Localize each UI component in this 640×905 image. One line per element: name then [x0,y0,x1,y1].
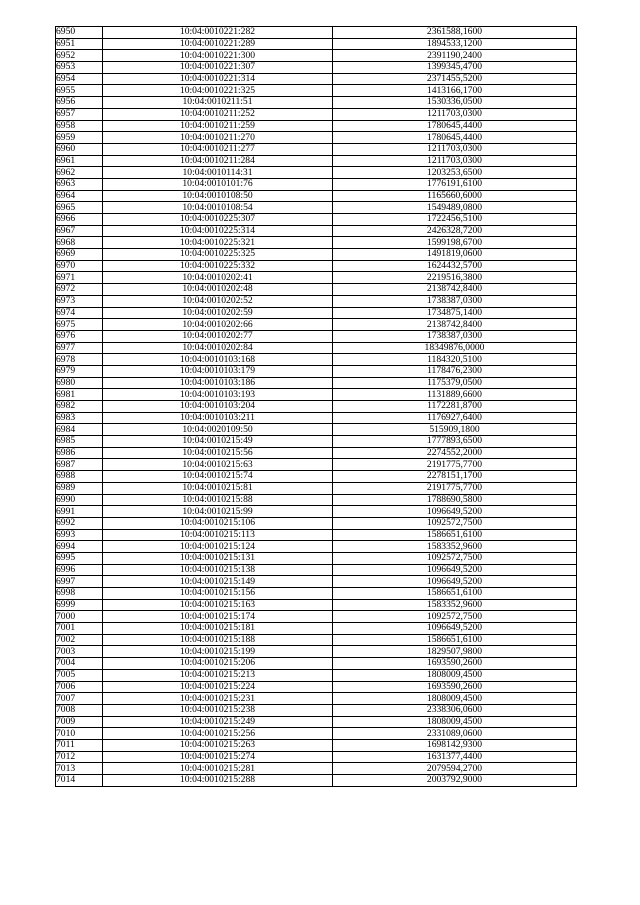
row-number-cell: 6952 [56,50,103,62]
cadastral-number-cell: 10:04:0010215:74 [103,471,333,483]
table-row [56,424,577,436]
value-cell: 1586651,6100 [333,634,577,646]
cadastral-number-cell: 10:04:0010215:49 [103,436,333,448]
cadastral-number-cell: 10:04:0010225:314 [103,225,333,237]
value-cell: 1631377,4400 [333,751,577,763]
row-number-cell: 6993 [56,529,103,541]
row-number-cell: 6971 [56,272,103,284]
row-number-cell: 6995 [56,552,103,564]
row-number-cell: 6956 [56,97,103,109]
row-number-cell: 6968 [56,237,103,249]
table-row [56,739,577,751]
table-row [56,377,577,389]
cadastral-number-cell: 10:04:0010215:88 [103,494,333,506]
value-cell: 1178476,2300 [333,365,577,377]
row-number-cell: 6972 [56,284,103,296]
table-row [56,120,577,132]
value-cell: 1175379,0500 [333,377,577,389]
row-number-cell: 6969 [56,249,103,261]
row-number-cell: 7001 [56,623,103,635]
cadastral-number-cell: 10:04:0010221:325 [103,85,333,97]
value-cell: 1092572,7500 [333,517,577,529]
row-number-cell: 6973 [56,295,103,307]
value-cell: 1734875,1400 [333,307,577,319]
value-cell: 1583352,9600 [333,599,577,611]
table-row [56,225,577,237]
row-number-cell: 6970 [56,260,103,272]
table-row [56,552,577,564]
table-row [56,693,577,705]
cadastral-number-cell: 10:04:0010108:50 [103,190,333,202]
table-row [56,447,577,459]
cadastral-number-cell: 10:04:0010103:211 [103,412,333,424]
row-number-cell: 6991 [56,506,103,518]
row-number-cell: 6988 [56,471,103,483]
table-row [56,354,577,366]
cadastral-number-cell: 10:04:0010215:63 [103,459,333,471]
value-cell: 1096649,5200 [333,564,577,576]
row-number-cell: 6959 [56,132,103,144]
value-cell: 1776191,6100 [333,178,577,190]
row-number-cell: 7005 [56,669,103,681]
value-cell: 2138742,8400 [333,319,577,331]
cadastral-number-cell: 10:04:0010103:193 [103,389,333,401]
table-row [56,73,577,85]
value-cell: 2391190,2400 [333,50,577,62]
value-cell: 1693590,2600 [333,681,577,693]
cadastral-number-cell: 10:04:0010221:314 [103,73,333,85]
table-row [56,576,577,588]
row-number-cell: 6954 [56,73,103,85]
value-cell: 1780645,4400 [333,132,577,144]
row-number-cell: 6999 [56,599,103,611]
cadastral-number-cell: 10:04:0010225:332 [103,260,333,272]
value-cell: 1777893,6500 [333,436,577,448]
table-row [56,143,577,155]
row-number-cell: 7008 [56,704,103,716]
cadastral-number-cell: 10:04:0010101:76 [103,178,333,190]
table-row [56,588,577,600]
row-number-cell: 7002 [56,634,103,646]
table-row [56,623,577,635]
cadastral-number-cell: 10:04:0010215:288 [103,775,333,787]
row-number-cell: 7006 [56,681,103,693]
value-cell: 1586651,6100 [333,588,577,600]
value-cell: 1092572,7500 [333,611,577,623]
table-row [56,412,577,424]
cadastral-number-cell: 10:04:0010215:249 [103,716,333,728]
value-cell: 1549489,0800 [333,202,577,214]
table-row [56,295,577,307]
value-cell: 1530336,0500 [333,97,577,109]
cadastral-number-cell: 10:04:0010215:206 [103,658,333,670]
row-number-cell: 6998 [56,588,103,600]
cadastral-number-cell: 10:04:0010215:81 [103,482,333,494]
value-cell: 1096649,5200 [333,623,577,635]
value-cell: 1693590,2600 [333,658,577,670]
value-cell: 1491819,0600 [333,249,577,261]
cadastral-number-cell: 10:04:0010215:181 [103,623,333,635]
cadastral-number-cell: 10:04:0010202:41 [103,272,333,284]
cadastral-number-cell: 10:04:0010202:66 [103,319,333,331]
value-cell: 18349876,0000 [333,342,577,354]
row-number-cell: 7012 [56,751,103,763]
cadastral-number-cell: 10:04:0010215:156 [103,588,333,600]
value-cell: 2278151,1700 [333,471,577,483]
row-number-cell: 6976 [56,330,103,342]
row-number-cell: 6977 [56,342,103,354]
cadastral-number-cell: 10:04:0010215:263 [103,739,333,751]
cadastral-number-cell: 10:04:0010215:163 [103,599,333,611]
table-row [56,482,577,494]
value-cell: 2338306,0600 [333,704,577,716]
cadastral-number-cell: 10:04:0010225:307 [103,214,333,226]
row-number-cell: 6992 [56,517,103,529]
value-cell: 1184320,5100 [333,354,577,366]
row-number-cell: 6983 [56,412,103,424]
value-cell: 2219516,3800 [333,272,577,284]
value-cell: 1131889,6600 [333,389,577,401]
cadastral-number-cell: 10:04:0010103:179 [103,365,333,377]
table-row [56,611,577,623]
value-cell: 1698142,9300 [333,739,577,751]
row-number-cell: 6975 [56,319,103,331]
row-number-cell: 6974 [56,307,103,319]
row-number-cell: 6990 [56,494,103,506]
table-row [56,564,577,576]
row-number-cell: 7003 [56,646,103,658]
value-cell: 2361588,1600 [333,27,577,39]
cadastral-number-cell: 10:04:0010215:113 [103,529,333,541]
row-number-cell: 6960 [56,143,103,155]
row-number-cell: 6978 [56,354,103,366]
cadastral-number-cell: 10:04:0010215:188 [103,634,333,646]
table-row [56,132,577,144]
table-row [56,471,577,483]
table-row [56,249,577,261]
row-number-cell: 6961 [56,155,103,167]
value-cell: 1808009,4500 [333,669,577,681]
row-number-cell: 7009 [56,716,103,728]
cadastral-number-cell: 10:04:0010211:259 [103,120,333,132]
cadastral-number-cell: 10:04:0010211:284 [103,155,333,167]
value-cell: 1780645,4400 [333,120,577,132]
cadastral-number-cell: 10:04:0010211:277 [103,143,333,155]
row-number-cell: 6957 [56,108,103,120]
value-cell: 1165660,6000 [333,190,577,202]
table-row [56,365,577,377]
row-number-cell: 6987 [56,459,103,471]
value-cell: 1808009,4500 [333,693,577,705]
cadastral-number-cell: 10:04:0010221:307 [103,62,333,74]
cadastral-number-cell: 10:04:0010215:238 [103,704,333,716]
table-row [56,658,577,670]
row-number-cell: 6967 [56,225,103,237]
table-row [56,260,577,272]
value-cell: 1176927,6400 [333,412,577,424]
cadastral-number-cell: 10:04:0010215:124 [103,541,333,553]
table-row [56,62,577,74]
value-cell: 2274552,2000 [333,447,577,459]
table-row [56,319,577,331]
row-number-cell: 6963 [56,178,103,190]
table-row [56,459,577,471]
row-number-cell: 6981 [56,389,103,401]
value-cell: 515909,1800 [333,424,577,436]
value-cell: 1413166,1700 [333,85,577,97]
row-number-cell: 6985 [56,436,103,448]
cadastral-number-cell: 10:04:0010221:282 [103,27,333,39]
cadastral-number-cell: 10:04:0010202:48 [103,284,333,296]
row-number-cell: 6989 [56,482,103,494]
row-number-cell: 6953 [56,62,103,74]
cadastral-number-cell: 10:04:0010215:199 [103,646,333,658]
value-cell: 2003792,9000 [333,775,577,787]
table-row [56,646,577,658]
table-row [56,529,577,541]
row-number-cell: 6950 [56,27,103,39]
row-number-cell: 6958 [56,120,103,132]
table-row [56,541,577,553]
value-cell: 1808009,4500 [333,716,577,728]
table-row [56,27,577,39]
cadastral-number-cell: 10:04:0010215:99 [103,506,333,518]
cadastral-number-cell: 10:04:0010215:56 [103,447,333,459]
value-cell: 1722456,5100 [333,214,577,226]
table-row [56,751,577,763]
value-cell: 2138742,8400 [333,284,577,296]
row-number-cell: 7011 [56,739,103,751]
value-cell: 1399345,4700 [333,62,577,74]
cadastral-value-table [55,26,577,787]
table-row [56,97,577,109]
row-number-cell: 7010 [56,728,103,740]
value-cell: 2426328,7200 [333,225,577,237]
cadastral-number-cell: 10:04:0010215:213 [103,669,333,681]
table-row [56,330,577,342]
row-number-cell: 6966 [56,214,103,226]
value-cell: 1211703,0300 [333,143,577,155]
table-row [56,728,577,740]
value-cell: 1203253,6500 [333,167,577,179]
row-number-cell: 6955 [56,85,103,97]
cadastral-number-cell: 10:04:0010215:256 [103,728,333,740]
cadastral-number-cell: 10:04:0010215:138 [103,564,333,576]
row-number-cell: 6964 [56,190,103,202]
value-cell: 1829507,9800 [333,646,577,658]
value-cell: 2191775,7700 [333,459,577,471]
table-row [56,669,577,681]
value-cell: 1172281,8700 [333,401,577,413]
row-number-cell: 6962 [56,167,103,179]
row-number-cell: 6951 [56,38,103,50]
table-row [56,763,577,775]
table-row [56,681,577,693]
value-cell: 1738387,0300 [333,330,577,342]
cadastral-number-cell: 10:04:0010215:174 [103,611,333,623]
cadastral-number-cell: 10:04:0010211:252 [103,108,333,120]
cadastral-number-cell: 10:04:0010215:224 [103,681,333,693]
table-row [56,506,577,518]
value-cell: 2331089,0600 [333,728,577,740]
table-row [56,436,577,448]
table-row [56,307,577,319]
row-number-cell: 6979 [56,365,103,377]
table-row [56,599,577,611]
row-number-cell: 7000 [56,611,103,623]
cadastral-number-cell: 10:04:0010215:231 [103,693,333,705]
cadastral-number-cell: 10:04:0010215:131 [103,552,333,564]
value-cell: 1096649,5200 [333,506,577,518]
row-number-cell: 7007 [56,693,103,705]
value-cell: 2371455,5200 [333,73,577,85]
cadastral-number-cell: 10:04:0010103:204 [103,401,333,413]
cadastral-number-cell: 10:04:0010225:325 [103,249,333,261]
table-row [56,716,577,728]
cadastral-number-cell: 10:04:0010114:31 [103,167,333,179]
cadastral-number-cell: 10:04:0010225:321 [103,237,333,249]
value-cell: 1894533,1200 [333,38,577,50]
table-row [56,517,577,529]
value-cell: 1583352,9600 [333,541,577,553]
table-row [56,704,577,716]
table-row [56,214,577,226]
table-row [56,401,577,413]
row-number-cell: 6997 [56,576,103,588]
cadastral-number-cell: 10:04:0010215:274 [103,751,333,763]
row-number-cell: 6986 [56,447,103,459]
row-number-cell: 6982 [56,401,103,413]
table-row [56,50,577,62]
cadastral-number-cell: 10:04:0010108:54 [103,202,333,214]
cadastral-number-cell: 10:04:0010211:270 [103,132,333,144]
value-cell: 2079594,2700 [333,763,577,775]
value-cell: 1586651,6100 [333,529,577,541]
table-row [56,342,577,354]
table-row [56,167,577,179]
table-row [56,155,577,167]
cadastral-number-cell: 10:04:0010211:51 [103,97,333,109]
row-number-cell: 7014 [56,775,103,787]
value-cell: 1092572,7500 [333,552,577,564]
table-row [56,284,577,296]
table-row [56,38,577,50]
cadastral-number-cell: 10:04:0010215:281 [103,763,333,775]
table-row [56,202,577,214]
row-number-cell: 6980 [56,377,103,389]
row-number-cell: 7004 [56,658,103,670]
value-cell: 2191775,7700 [333,482,577,494]
row-number-cell: 6996 [56,564,103,576]
value-cell: 1624432,5700 [333,260,577,272]
cadastral-number-cell: 10:04:0010202:52 [103,295,333,307]
table-row [56,775,577,787]
table-row [56,178,577,190]
cadastral-number-cell: 10:04:0010103:186 [103,377,333,389]
cadastral-number-cell: 10:04:0020109:50 [103,424,333,436]
cadastral-number-cell: 10:04:0010221:289 [103,38,333,50]
row-number-cell: 6965 [56,202,103,214]
table-row [56,272,577,284]
value-cell: 1096649,5200 [333,576,577,588]
cadastral-number-cell: 10:04:0010103:168 [103,354,333,366]
cadastral-number-cell: 10:04:0010202:77 [103,330,333,342]
cadastral-number-cell: 10:04:0010221:300 [103,50,333,62]
row-number-cell: 6994 [56,541,103,553]
cadastral-number-cell: 10:04:0010202:84 [103,342,333,354]
row-number-cell: 7013 [56,763,103,775]
table-row [56,108,577,120]
table-body [56,27,577,787]
cadastral-number-cell: 10:04:0010202:59 [103,307,333,319]
table-row [56,85,577,97]
table-row [56,389,577,401]
value-cell: 1211703,0300 [333,155,577,167]
cadastral-number-cell: 10:04:0010215:106 [103,517,333,529]
table-row [56,190,577,202]
value-cell: 1738387,0300 [333,295,577,307]
table-row [56,237,577,249]
value-cell: 1211703,0300 [333,108,577,120]
cadastral-number-cell: 10:04:0010215:149 [103,576,333,588]
value-cell: 1788690,5800 [333,494,577,506]
table-row [56,634,577,646]
row-number-cell: 6984 [56,424,103,436]
value-cell: 1599198,6700 [333,237,577,249]
table-row [56,494,577,506]
